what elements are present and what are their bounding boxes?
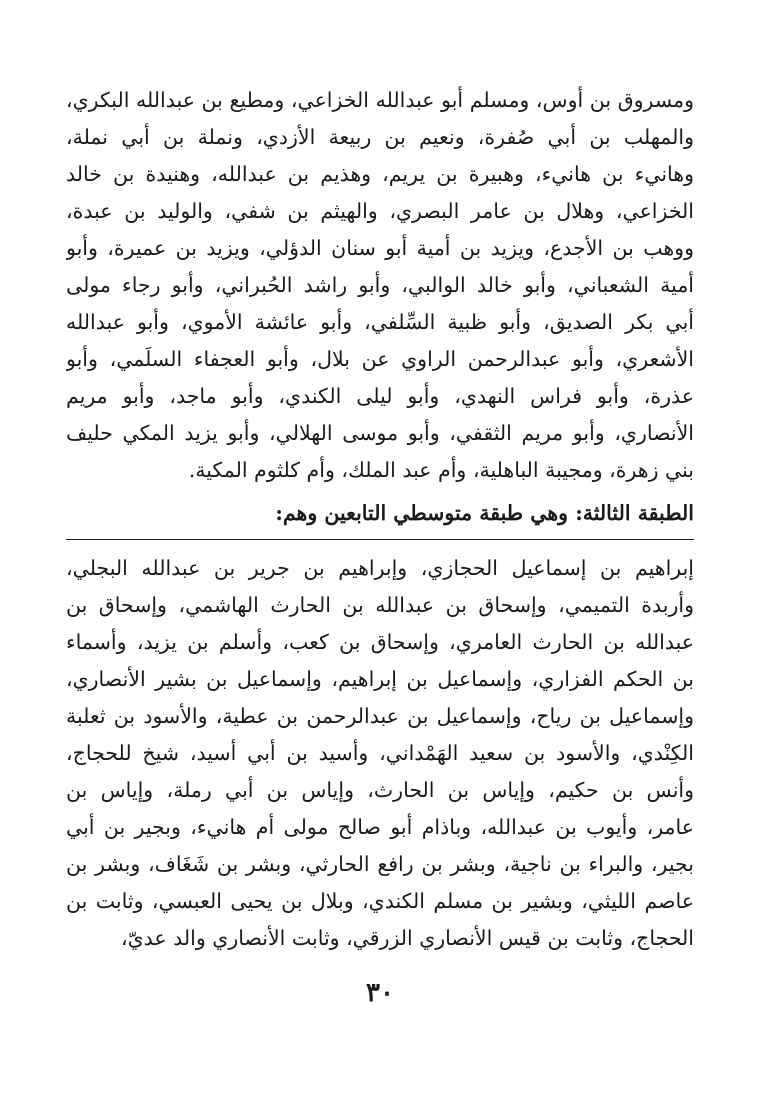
text-line: عبدالله بن الحارث العامري، وإسحاق بن كعب، وأسلم بن يزيد، وأسماء <box>66 630 694 654</box>
text-line: أبي بكر الصديق، وأبو ظبية السِّلفي، وأبو عائشة الأموي، وأبو عبدالله <box>66 310 694 334</box>
text-line: بني زهرة، ومجيبة الباهلية، وأم عبد الملك، وأم كلثوم المكية. <box>188 458 694 482</box>
text-line: عامر، وأيوب بن عبدالله، وباذام أبو صالح مولى أم هانيء، وبجير بن أبي <box>66 815 694 839</box>
text-line: الحجاج، وثابت بن قيس الأنصاري الزرقي، وثابت الأنصاري والد عديّ، <box>121 926 694 950</box>
paragraph-third-tier-names <box>66 550 694 957</box>
page-number: ٣٠ <box>366 978 394 1008</box>
text-line: الأشعري، وأبو عبدالرحمن الراوي عن بلال، وأبو العجفاء السلَمي، وأبو <box>66 347 694 371</box>
text-line: عاصم الليثي، وبشير بن مسلم الكندي، وبلال بن يحيى العبسي، وثابت بن <box>66 889 694 913</box>
text-line: أمية الشعباني، وأبو خالد الوالبي، وأبو راشد الحُبراني، وأبو رجاء مولى <box>66 273 694 297</box>
text-line: وأربدة التميمي، وإسحاق بن عبدالله بن الحارث الهاشمي، وإسحاق بن <box>66 593 694 617</box>
text-line: بن الحكم الفزاري، وإسماعيل بن إبراهيم، وإسماعيل بن بشير الأنصاري، <box>66 667 694 691</box>
text-line: إبراهيم بن إسماعيل الحجازي، وإبراهيم بن جرير بن عبدالله البجلي، <box>66 556 694 580</box>
text-line: ومسروق بن أوس، ومسلم أبو عبدالله الخزاعي، ومطيع بن عبدالله البكري، <box>66 88 694 112</box>
heading-divider <box>66 539 694 540</box>
text-line: عذرة، وأبو فراس النهدي، وأبو ليلى الكندي، وأبو ماجد، وأبو مريم <box>66 384 694 408</box>
text-line: وهانيء بن هانيء، وهبيرة بن يريم، وهذيم بن عبدالله، وهنيدة بن خالد <box>66 162 694 186</box>
text-line: والمهلب بن أبي صُفرة، ونعيم بن ربيعة الأزدي، ونملة بن أبي نملة، <box>66 125 694 149</box>
page-body <box>66 82 694 957</box>
text-line: الأنصاري، وأبو مريم الثقفي، وأبو موسى الهلالي، وأبو يزيد المكي حليف <box>66 421 694 445</box>
paragraph-first-tier-continuation <box>66 82 694 489</box>
text-line: الخزاعي، وهلال بن عامر البصري، والهيثم بن شفي، والوليد بن عبدة، <box>66 199 694 223</box>
text-line: بجير، والبراء بن ناجية، وبشر بن رافع الحارثي، وبشر بن شَغَاف، وبشر بن <box>66 852 694 876</box>
text-line: ووهب بن الأجدع، ويزيد بن أمية أبو سنان الدؤلي، ويزيد بن عميرة، وأبو <box>66 236 694 260</box>
text-line: وإسماعيل بن رياح، وإسماعيل بن عبدالرحمن بن عطية، والأسود بن ثعلبة <box>66 704 694 728</box>
section-heading-third-tier: الطبقة الثالثة: وهي طبقة متوسطي التابعين وهم: <box>275 501 694 525</box>
text-line: وأنس بن حكيم، وإياس بن الحارث، وإياس بن أبي رملة، وإياس بن <box>66 778 694 802</box>
text-line: الكِنْدي، والأسود بن سعيد الهَمْداني، وأسيد بن أبي أسيد، شيخ للحجاج، <box>66 741 694 765</box>
